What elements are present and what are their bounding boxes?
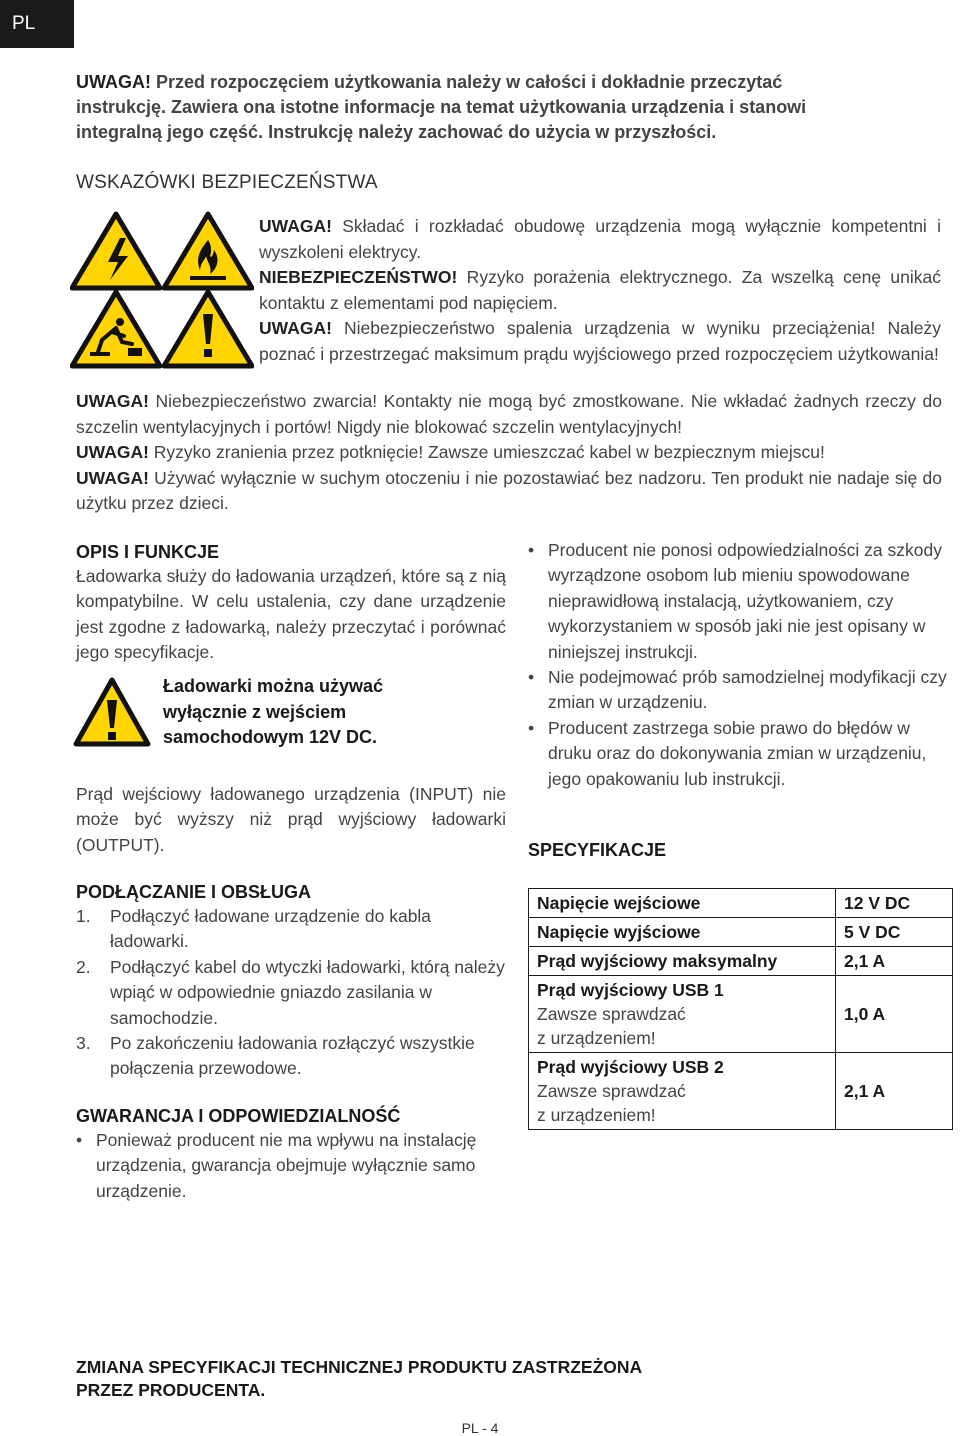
warranty-item: • Nie podejmować prób samodzielnej modyfikacji czy zmian w urządzeniu. (528, 667, 947, 713)
electric-shock-icon (72, 214, 160, 288)
intro-line-1: Przed rozpoczęciem użytkowania należy w całości i dokładnie przeczytać (151, 72, 783, 92)
intro-notice (76, 70, 936, 145)
trip-hazard-icon (72, 292, 160, 366)
connection-title: PODŁĄCZANIE I OBSŁUGA (76, 882, 312, 902)
warranty-item: • Producent zastrzega sobie prawo do błędów w druku oraz do dokonywania zmian w urządzeniu, jego opakowaniu lub instrukcji. (528, 717, 927, 789)
spec-title: SPECYFIKACJE (528, 840, 667, 860)
safety-warnings-full (76, 389, 942, 517)
description-text: Ładowarka służy do ładowania urządzeń, które są z nią kompatybilne. W celu ustalenia, czy dane urządzenie jest zgodne z ładowarką, należy przeczytać i porównać jego specyfikacje. (76, 566, 506, 663)
spec-row: Prąd wyjściowy USB 2 Zawsze sprawdzać z urządzeniem! 2,1 A (529, 1053, 953, 1130)
intro-line-2: instrukcję. Zawiera ona istotne informacje na temat użytkowania urządzenia i stanowi (76, 97, 807, 117)
warranty-section (76, 1104, 506, 1204)
spec-row: Napięcie wyjściowe 5 V DC (529, 918, 953, 947)
intro-line-3: integralną jego część. Instrukcję należy zachować do użycia w przyszłości. (76, 122, 717, 142)
fire-hazard-icon (164, 214, 252, 288)
spec-row: Prąd wyjściowy USB 1 Zawsze sprawdzać z urządzeniem! 1,0 A (529, 976, 953, 1053)
input-current-note: Prąd wejściowy ładowanego urządzenia (INPUT) nie może być wyższy niż prąd wyjściowy ładowarki (OUTPUT). (76, 784, 506, 855)
charger-input-warning: Ładowarki można używać wyłącznie z wejściem samochodowym 12V DC. (163, 676, 384, 747)
spec-table (528, 888, 953, 1130)
warranty-continued (528, 538, 958, 792)
spec-row: Prąd wyjściowy maksymalny 2,1 A (529, 947, 953, 976)
safety-title: WSKAZÓWKI BEZPIECZEŃSTWA (76, 172, 378, 193)
connection-step: 1. Podłączyć ładowane urządzenie do kabla ładowarki. (76, 906, 432, 952)
connection-step: 3. Po zakończeniu ładowania rozłączyć wszystkie połączenia przewodowe. (76, 1033, 475, 1079)
general-warning-icon (164, 292, 252, 366)
connection-section (76, 880, 506, 1082)
page-number: PL - 4 (461, 1420, 499, 1436)
warranty-list-left (76, 1128, 506, 1204)
intro-warning-label: UWAGA! (76, 72, 151, 92)
connection-step: 2. Podłączyć kabel do wtyczki ładowarki, którą należy wpiąć w odpowiednie gniazdo zasilania w samochodzie. (76, 956, 505, 1028)
warning-icons (70, 210, 254, 370)
charger-warning-icon (72, 676, 152, 748)
connection-steps (76, 904, 506, 1082)
spec-row: Napięcie wejściowe 12 V DC (529, 889, 953, 918)
warning-overload: UWAGA! Niebezpieczeństwo spalenia urządzenia w wyniku przeciążenia! Należy poznać i przestrzegać maksimum prądu wyjściowego przed rozpoczęciem użytkowania! (259, 318, 941, 364)
warranty-title: GWARANCJA I ODPOWIEDZIALNOŚĆ (76, 1106, 401, 1126)
warning-dry-use: UWAGA! Używać wyłącznie w suchym otoczeniu i nie pozostawiać bez nadzoru. Ten produkt nie nadaje się do użytku przez dzieci. (76, 467, 942, 514)
warning-short-circuit: UWAGA! Niebezpieczeństwo zwarcia! Kontakty nie mogą być zmostkowane. Nie wkładać żadnych rzeczy do szczelin wentylacyjnych i portów! Nigdy nie blokować szczelin wentylacyjnych! (76, 391, 942, 437)
warranty-item: • Ponieważ producent nie ma wpływu na instalację urządzenia, gwarancja obejmuje wyłącznie samo urządzenie. (76, 1130, 477, 1201)
spec-change-notice: ZMIANA SPECYFIKACJI TECHNICZNEJ PRODUKTU ZASTRZEŻONA PRZEZ PRODUCENTA. (76, 1357, 643, 1400)
warning-electricians: UWAGA! Składać i rozkładać obudowę urządzenia mogą wyłącznie kompetentni i wyszkoleni elektrycy. (259, 216, 941, 262)
warning-electric-shock: NIEBEZPIECZEŃSTWO! Ryzyko porażenia elektrycznego. Za wszelką cenę unikać kontaktu z elementami pod napięciem. (259, 267, 941, 313)
warranty-item: • Producent nie ponosi odpowiedzialności za szkody wyrządzone osobom lub mieniu spowodowane nieprawidłową instalacją, użytkowaniem, czy wykorzystaniem w sposób jaki nie jest opisany w niniejszej instrukcji. (528, 540, 942, 662)
language-code: PL (12, 13, 36, 34)
description-title: OPIS I FUNKCJE (76, 542, 220, 562)
safety-warnings-block (259, 214, 941, 368)
warning-tripping: UWAGA! Ryzyko zranienia przez potknięcie! Zawsze umieszczać kabel w bezpiecznym miejscu! (76, 442, 825, 463)
warranty-list-right (528, 538, 958, 792)
language-tab (0, 0, 74, 48)
description-section (76, 540, 506, 666)
